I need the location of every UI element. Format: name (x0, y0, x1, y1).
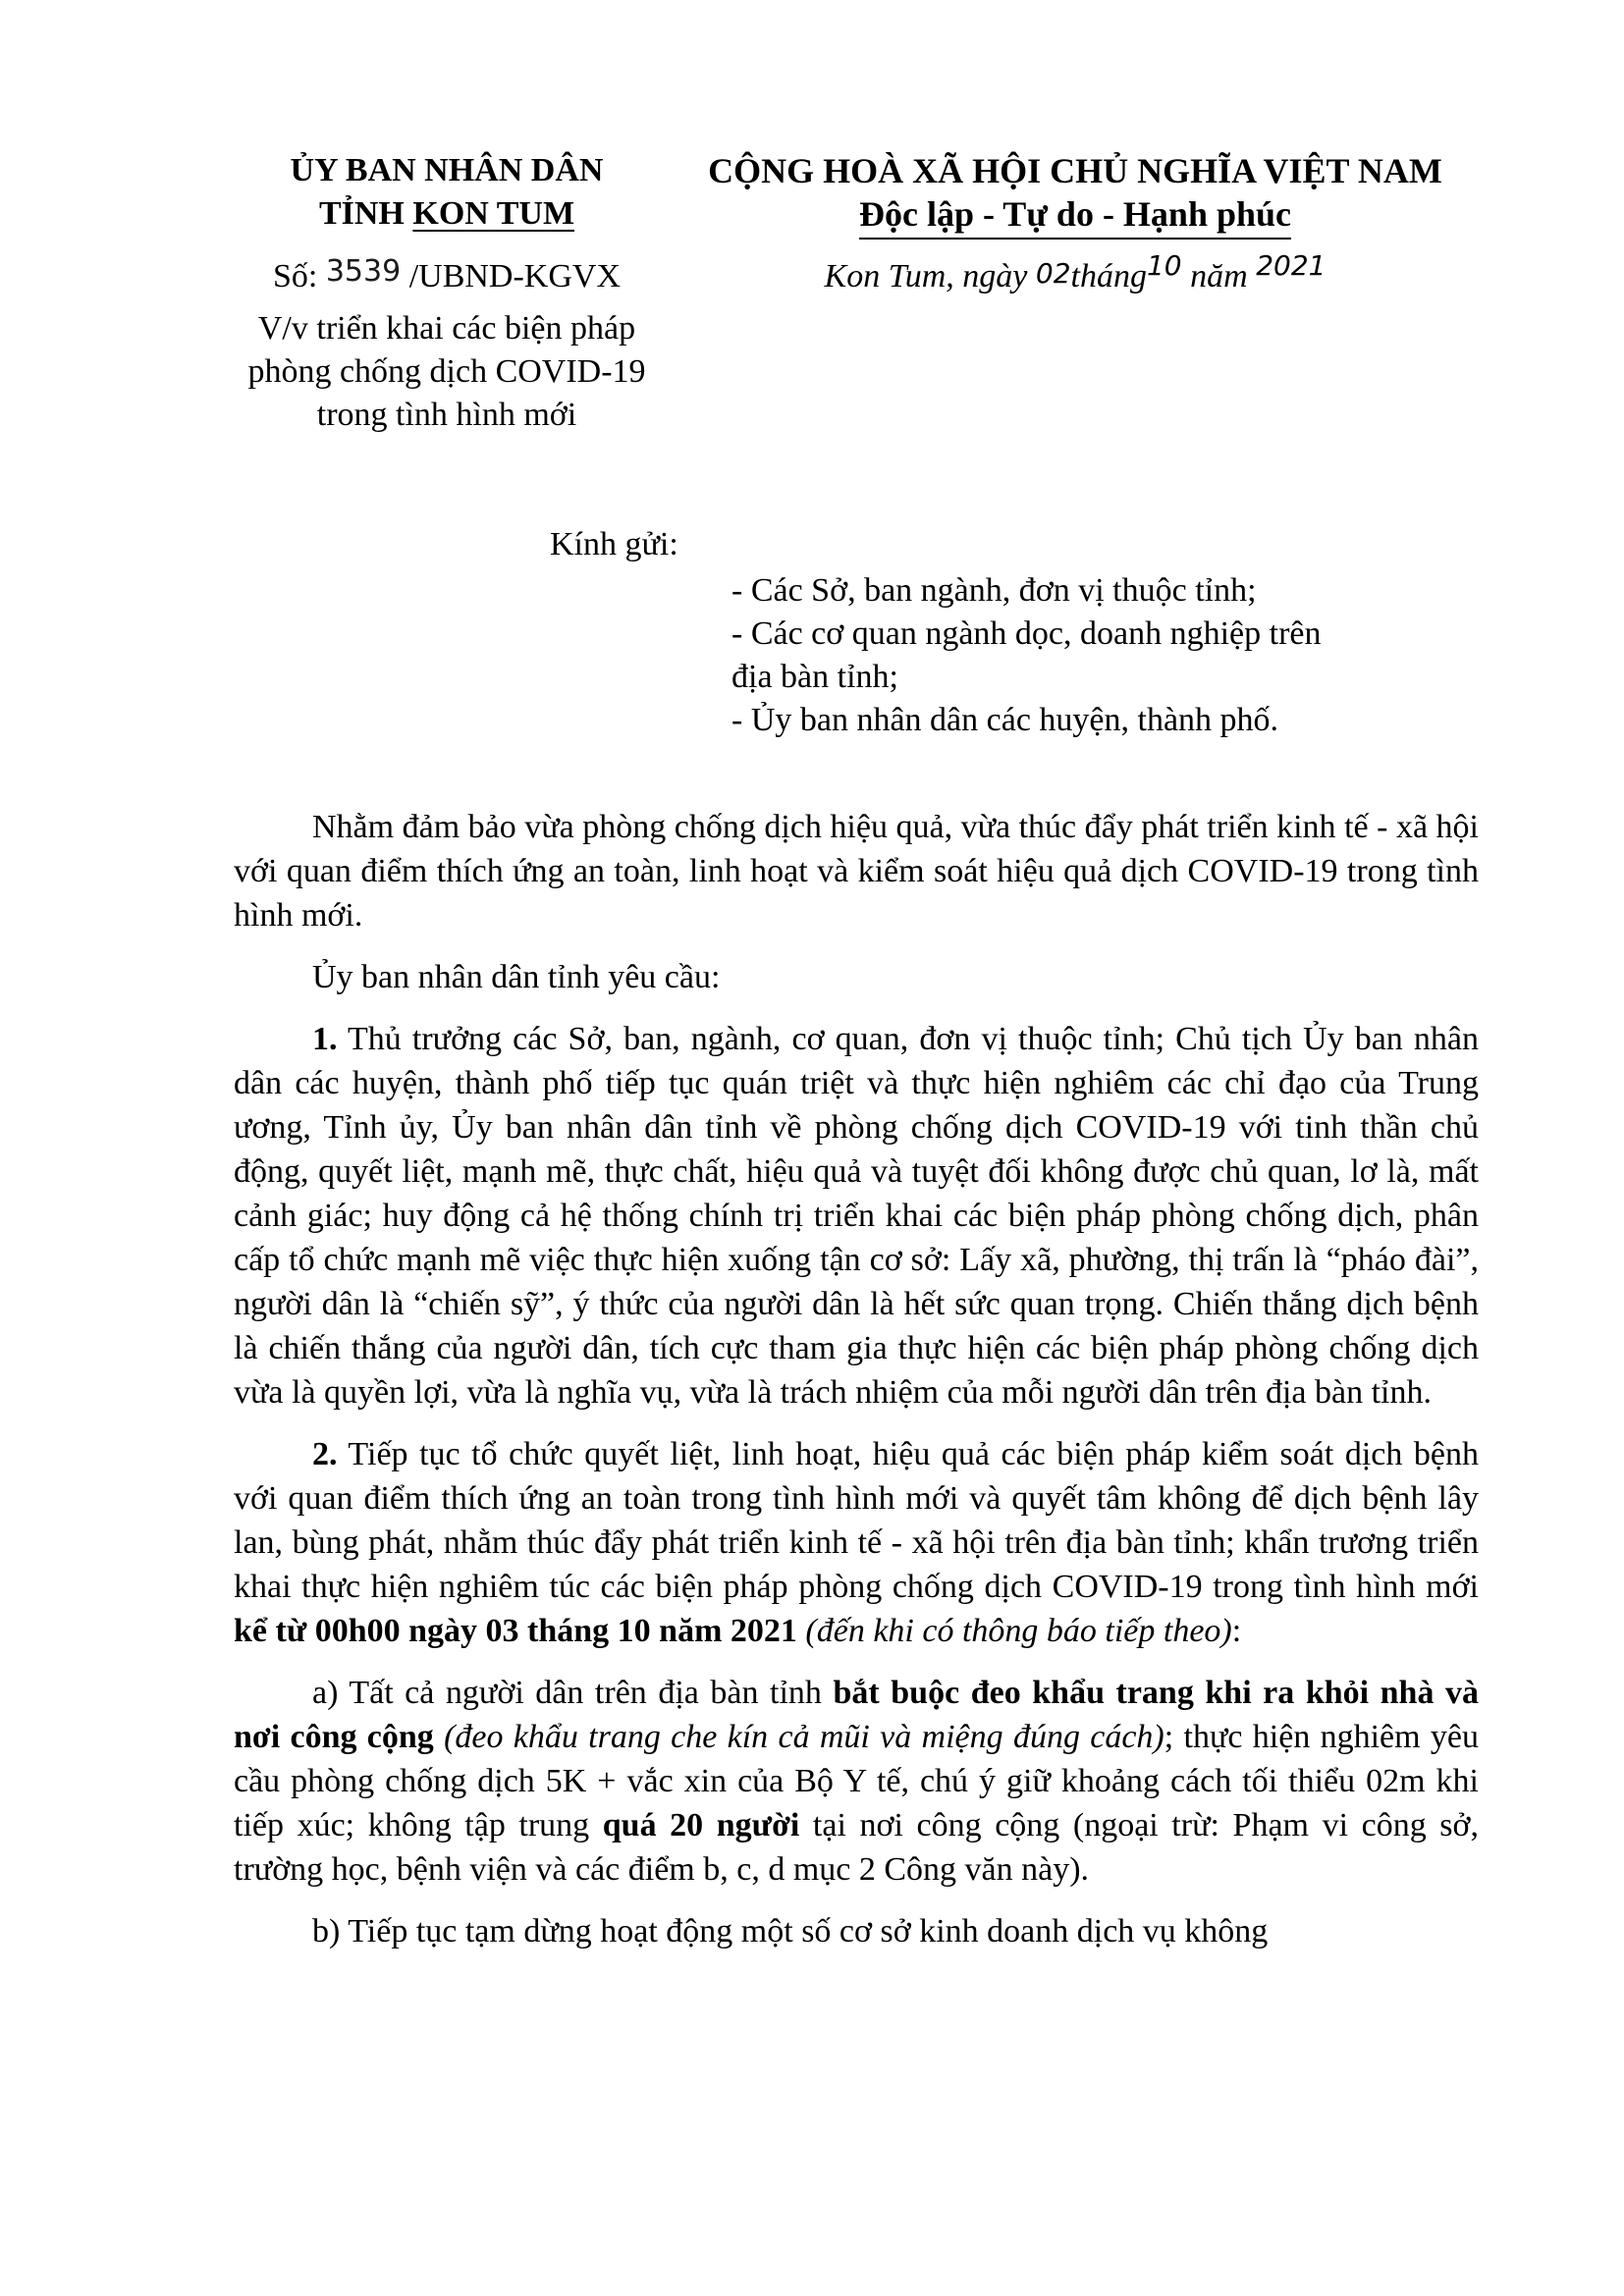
document-number (191, 255, 702, 299)
issuer-block (191, 149, 702, 437)
item-number: 2. (312, 1436, 338, 1472)
docno-handwritten: 3539 (325, 254, 402, 289)
body-paragraph-1: 1. Thủ trưởng các Sở, ban, ngành, cơ quan, đơn vị thuộc tỉnh; Chủ tịch Ủy ban nhân dân các huyện, thành phố tiếp tục quán triệt và thực hiện nghiêm các chỉ đạo của Trung ương, Tỉnh ủy, Ủy ban nhân dân tỉnh về phòng chống dịch COVID-19 với tinh thần chủ động, quyết liệt, mạnh mẽ, thực chất, hiệu quả và tuyệt đối không được chủ quan, lơ là, mất cảnh giác; huy động cả hệ thống chính trị triển khai các biện pháp phòng chống dịch, phân cấp tổ chức mạnh mẽ việc thực hiện xuống tận cơ sở: Lấy xã, phường, thị trấn là “pháo đài”, người dân là “chiến sỹ”, ý thức của người dân là hết sức quan trọng. Chiến thắng dịch bệnh là chiến thắng của người dân, tích cực tham gia thực hiện các biện pháp phòng chống dịch vừa là quyền lợi, vừa là nghĩa vụ, vừa là trách nhiệm của mỗi người dân trên địa bàn tỉnh. (234, 1021, 1479, 1411)
recipient-item: địa bàn tỉnh; (731, 659, 898, 695)
docno-prefix: Số: (272, 258, 318, 294)
body-paragraph-2b: b) Tiếp tục tạm dừng hoạt động một số cơ sở kinh doanh dịch vụ không (312, 1913, 1269, 1949)
issuer-name-line1: ỦY BAN NHÂN DÂN (290, 152, 604, 188)
national-motto: Độc lập - Tự do - Hạnh phúc (687, 192, 1463, 236)
item-number: 1. (312, 1021, 338, 1057)
recipients-list (731, 569, 1478, 742)
recipient-item: - Các Sở, ban ngành, đơn vị thuộc tỉnh; (731, 572, 1257, 609)
recipient-item: - Ủy ban nhân dân các huyện, thành phố. (731, 702, 1279, 738)
subject-line: phòng chống dịch COVID-19 (247, 353, 646, 390)
recipient-item: - Các cơ quan ngành dọc, doanh nghiệp trên (731, 615, 1322, 652)
issuer-province-name: KON TUM (412, 195, 575, 232)
date-prefix: Kon Tum, ngày (824, 258, 1028, 294)
body-paragraph: Ủy ban nhân dân tỉnh yêu cầu: (312, 959, 721, 995)
body-paragraph-2a: a) Tất cả người dân trên địa bàn tỉnh bắt buộc đeo khẩu trang khi ra khỏi nhà và nơi công cộng (đeo khẩu trang che kín cả mũi và miệng đúng cách); thực hiện nghiêm yêu cầu phòng chống dịch 5K + vắc xin của Bộ Y tế, chú ý giữ khoảng cách tối thiểu 02m khi tiếp xúc; không tập trung quá 20 người tại nơi công cộng (ngoại trừ: Phạm vi công sở, trường học, bệnh viện và các điểm b, c, d mục 2 Công văn này). (234, 1675, 1479, 1888)
document-body (234, 805, 1479, 1971)
body-paragraph-2: 2. Tiếp tục tổ chức quyết liệt, linh hoạt, hiệu quả các biện pháp kiểm soát dịch bệnh với quan điểm thích ứng an toàn trong tình hình mới và quyết tâm không để dịch bệnh lây lan, bùng phát, nhằm thúc đẩy phát triển kinh tế - xã hội trên địa bàn tỉnh; khẩn trương triển khai thực hiện nghiêm túc các biện pháp phòng chống dịch COVID-19 trong tình hình mới kể từ 00h00 ngày 03 tháng 10 năm 2021 (đến khi có thông báo tiếp theo): (234, 1436, 1479, 1649)
body-paragraph: Nhằm đảm bảo vừa phòng chống dịch hiệu quả, vừa thúc đẩy phát triển kinh tế - xã hội với quan điểm thích ứng an toàn, linh hoạt và kiểm soát hiệu quả dịch COVID-19 trong tình hình mới. (234, 809, 1479, 934)
effective-date: kể từ 00h00 ngày 03 tháng 10 năm 2021 (234, 1613, 797, 1649)
recipients-label: Kính gửi: (550, 526, 678, 562)
subject-line: V/v triển khai các biện pháp (257, 310, 636, 347)
date-year-word: năm (1190, 258, 1248, 294)
subject-line: trong tình hình mới (316, 397, 577, 433)
national-header (687, 149, 1463, 299)
date-month: 10 (1146, 249, 1182, 282)
issuer-province-prefix: TỈNH (318, 195, 413, 232)
issuer-name-line2 (191, 192, 702, 236)
national-title: CỘNG HOÀ XÃ HỘI CHỦ NGHĨA VIỆT NAM (708, 151, 1442, 190)
document-subject (191, 307, 702, 437)
date-year: 2021 (1256, 249, 1326, 282)
place-date (687, 249, 1463, 299)
date-day: 02 (1035, 257, 1071, 290)
docno-suffix: /UBND-KGVX (408, 258, 622, 294)
date-month-word: tháng (1070, 258, 1147, 294)
